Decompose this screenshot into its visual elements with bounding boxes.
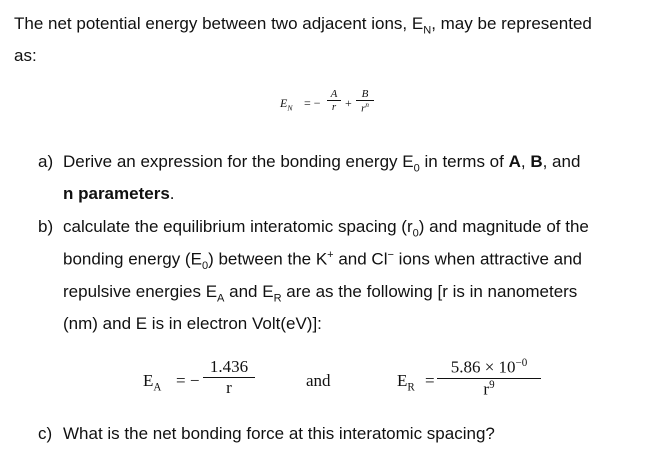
part-a-line-1: Derive an expression for the bonding energy $E_0$ in terms of A, B, and [63, 152, 581, 175]
equation-term2-fraction: $\frac{B}{r^n}$ [356, 88, 374, 115]
part-a-line-2: n parameters. [63, 184, 175, 203]
part-b-label: b) [38, 217, 54, 236]
part-a-label: a) [38, 152, 54, 171]
part-b-line-3: repulsive energies $E_A$ and $E_R$ are as the following [r is in nanometers [63, 282, 578, 305]
equation-main-plus: + [345, 96, 352, 110]
intro-line-1: The net potential energy between two adjacent ions, $E_N$, may be represented [14, 14, 592, 37]
er-eq: = [425, 371, 435, 390]
intro-line-2: as: [14, 46, 37, 65]
er-fraction: $\frac{5.86 \times 10^{-0}}{r^9}$ [437, 357, 541, 399]
equation-main-eq: = − [304, 96, 321, 110]
equation-main-lhs: $E_N$ [280, 96, 293, 113]
part-b-line-2: bonding energy $(E_0)$ between the K+ and Cl− ions when attractive and [63, 249, 583, 273]
part-c-label: c) [38, 424, 53, 443]
ea-lhs: $E_A$ [143, 371, 162, 394]
ea-fraction: $\frac{1.436}{r}$ [203, 357, 255, 398]
ea-eq: = − [176, 371, 200, 390]
equation-term1-fraction: $\frac{A}{r}$ [327, 88, 341, 113]
part-c-text: What is the net bonding force at this interatomic spacing? [63, 424, 495, 443]
part-b-line-4: (nm) and E is in electron Volt(eV)]: [63, 314, 322, 333]
part-b-line-1: calculate the equilibrium interatomic spacing $(r_0)$ and magnitude of the [63, 217, 589, 240]
er-lhs: $E_R$ [397, 371, 415, 394]
and-word: and [306, 371, 331, 390]
